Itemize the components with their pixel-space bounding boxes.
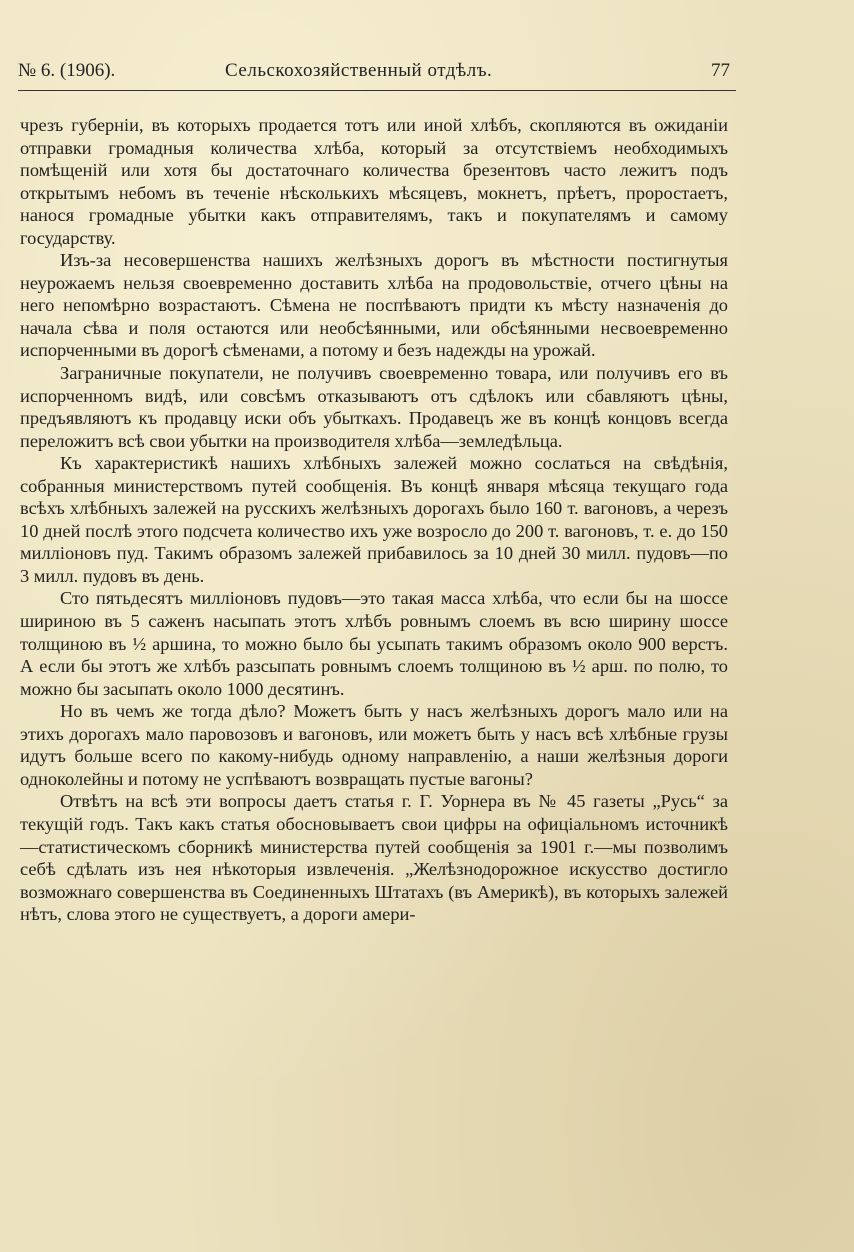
paragraph-7: Отвѣтъ на всѣ эти вопросы даетъ статья г. Г. Уорнера въ № 45 газеты „Русь“ за текущій годъ. Такъ какъ статья обосновываетъ свои цифры на офиціальномъ источникѣ—статистическомъ сборникѣ министерства путей сообщенія за 1901 г.—мы позволимъ себѣ сдѣлать изъ нея нѣкоторыя извлеченія. „Желѣзнодорожное искусство достигло возможнаго совершенства въ Соединенныхъ Штатахъ (въ Америкѣ), въ которыхъ залежей нѣтъ, слова этого не существуетъ, а дороги амери- [20,791,728,925]
issue-number: № 6. (1906). [18,60,116,81]
article-body [20,114,728,926]
paragraph-5: Сто пятьдесятъ милліоновъ пудовъ—это такая масса хлѣба, что если бы на шоссе шириною въ 5 саженъ насыпать этотъ хлѣбъ ровнымъ слоемъ въ всю ширину шоссе толщиною въ ½ аршина, то можно было бы усыпать такимъ образомъ около 900 верстъ. А если бы этотъ же хлѣбъ разсыпать ровнымъ слоемъ толщиною въ ½ арш. по полю, то можно бы засыпать около 1000 десятинъ. [20,588,728,699]
page-number: 77 [711,60,730,81]
paragraph-2: Изъ-за несовершенства нашихъ желѣзныхъ дорогъ въ мѣстности постигнутыя неурожаемъ нельзя своевременно доставить хлѣба на продовольствіе, отчего цѣны на него непомѣрно возрастаютъ. Сѣмена не поспѣваютъ придти къ мѣсту назначенія до начала сѣва и поля остаются или необсѣянными, или обсѣянными несвоевременно испорченными въ дорогѣ сѣменами, а потому и безъ надежды на урожай. [20,250,728,361]
section-title: Сельскохозяйственный отдѣлъ. [225,60,493,81]
paragraph-6: Но въ чемъ же тогда дѣло? Можетъ быть у насъ желѣзныхъ дорогъ мало или на этихъ дорогахъ мало паровозовъ и вагоновъ, или можетъ быть у насъ всѣ хлѣбные грузы идутъ больше всего по какому-нибудь одному направленію, а наши желѣзныя дороги одноколейны и потому не успѣваютъ возвращать пустые вагоны? [20,701,728,789]
running-header [18,60,730,88]
paragraph-3: Заграничные покупатели, не получивъ своевременно товара, или получивъ его въ испорченномъ видѣ, или совсѣмъ отказываютъ отъ сдѣлокъ или сбавляютъ цѣны, предъявляютъ къ продавцу иски объ убыткахъ. Продавецъ же въ концѣ концовъ всегда переложитъ всѣ свои убытки на производителя хлѣба—земледѣльца. [20,363,728,451]
paragraph-1: чрезъ губерніи, въ которыхъ продается тотъ или иной хлѣбъ, скопляются въ ожиданіи отправки громадныя количества хлѣба, который за отсутствіемъ необходимыхъ помѣщеній или хотя бы достаточнаго количества брезентовъ часто лежитъ подъ открытымъ небомъ въ теченіе нѣсколькихъ мѣсяцевъ, мокнетъ, прѣетъ, проростаетъ, нанося громадные убытки какъ отправителямъ, такъ и покупателямъ и самому государству. [20,115,728,248]
header-rule [18,90,736,91]
paragraph-4: Къ характеристикѣ нашихъ хлѣбныхъ залежей можно сослаться на свѣдѣнія, собранныя министерствомъ путей сообщенія. Въ концѣ января мѣсяца текущаго года всѣхъ хлѣбныхъ залежей на русскихъ желѣзныхъ дорогахъ было 160 т. вагоновъ, а черезъ 10 дней послѣ этого подсчета количество ихъ уже возросло до 200 т. вагоновъ, т. е. до 150 милліоновъ пуд. Такимъ образомъ залежей прибавилось за 10 дней 30 милл. пудовъ—по 3 милл. пудовъ въ день. [20,453,728,586]
